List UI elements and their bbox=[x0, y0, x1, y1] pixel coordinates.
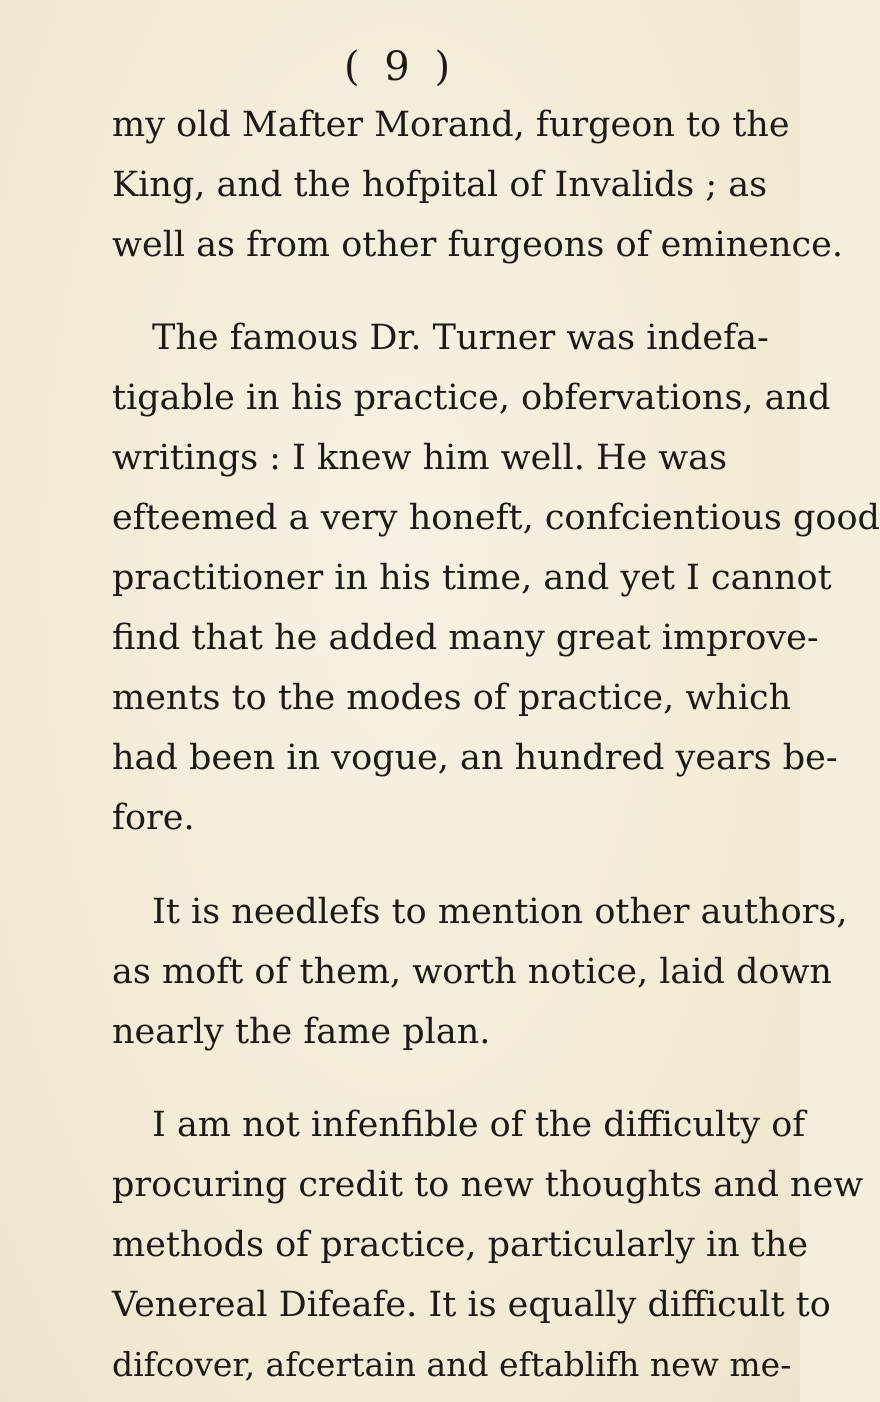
text-line: The famous Dr. Turner was indefa- bbox=[152, 318, 769, 358]
text-line: had been in vogue, an hundred years be- bbox=[112, 738, 838, 778]
text-line: well as from other furgeons of eminence. bbox=[112, 225, 843, 265]
text-line: fore. bbox=[112, 798, 195, 838]
text-line: Venereal Difeafe. It is equally difficult to bbox=[112, 1285, 831, 1325]
text-line: tigable in his practice, obfervations, and bbox=[112, 378, 831, 418]
text-line: practitioner in his time, and yet I cannot bbox=[112, 558, 832, 598]
text-line: It is needlefs to mention other authors, bbox=[152, 892, 848, 932]
text-line: writings : I knew him well. He was bbox=[112, 438, 728, 478]
text-line: I am not infenfible of the difficulty of bbox=[152, 1105, 806, 1145]
text-line: procuring credit to new thoughts and new bbox=[112, 1165, 864, 1205]
text-line: my old Mafter Morand, furgeon to the bbox=[112, 105, 790, 145]
text-line: methods of practice, particularly in the bbox=[112, 1225, 809, 1265]
text-line: difcover, afcertain and eftablifh new me- bbox=[112, 1345, 792, 1384]
text-line: find that he added many great improve- bbox=[112, 618, 819, 658]
text-line: nearly the fame plan. bbox=[112, 1012, 491, 1052]
text-line: as moft of them, worth notice, laid down bbox=[112, 952, 832, 992]
page-number: ( 9 ) bbox=[343, 44, 457, 90]
text-line: efteemed a very honeft, confcientious good bbox=[112, 498, 880, 538]
text-line: ments to the modes of practice, which bbox=[112, 678, 792, 718]
text-line: King, and the hofpital of Invalids ; as bbox=[112, 165, 768, 205]
